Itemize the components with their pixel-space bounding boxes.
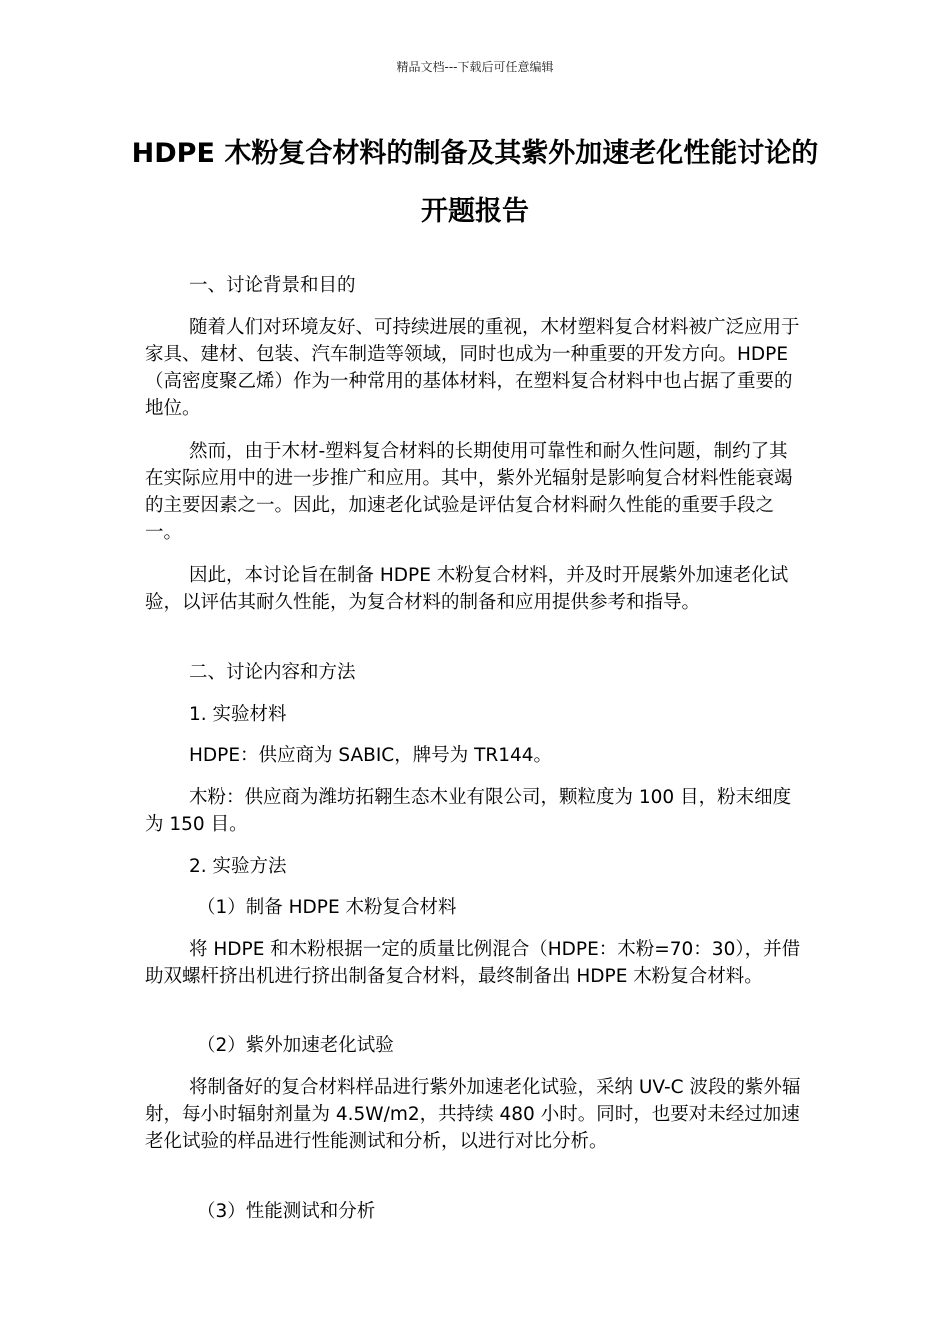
paragraph-background-2: 然而，由于木材-塑料复合材料的长期使用可靠性和耐久性问题，制约了其在实际应用中的进一步推广和应用。其中，紫外光辐射是影响复合材料性能衰竭的主要因素之一。因此，加速老化试验是评估复合材料耐久性能的重要手段之一。 — [145, 441, 793, 543]
step-heading-uv-aging: （2）紫外加速老化试验 — [197, 1035, 394, 1056]
section-heading-background: 一、讨论背景和目的 — [189, 275, 356, 296]
step-heading-preparation: （1）制备 HDPE 木粉复合材料 — [197, 897, 457, 918]
document-title: HDPE 木粉复合材料的制备及其紫外加速老化性能讨论的开题报告 — [131, 138, 819, 227]
section-heading-methods: 二、讨论内容和方法 — [189, 662, 356, 683]
paragraph-hdpe-supplier: HDPE：供应商为 SABIC，牌号为 TR144。 — [189, 745, 553, 766]
step-heading-testing: （3）性能测试和分析 — [197, 1201, 376, 1222]
paragraph-uv-aging: 将制备好的复合材料样品进行紫外加速老化试验，采纳 UV-C 波段的紫外辐射，每小时辐射剂量为 4.5W/m2，共持续 480 小时。同时，也要对未经过加速老化试验的样品进行性能测试和分析，以进行对比分析。 — [145, 1077, 801, 1152]
subheading-method: 2. 实验方法 — [189, 856, 287, 877]
paragraph-background-1: 随着人们对环境友好、可持续进展的重视，木材塑料复合材料被广泛应用于家具、建材、包装、汽车制造等领域，同时也成为一种重要的开发方向。HDPE（高密度聚乙烯）作为一种常用的基体材料，在塑料复合材料中也占据了重要的地位。 — [145, 317, 800, 419]
paragraph-wood-powder-supplier: 木粉：供应商为潍坊拓翱生态木业有限公司，颗粒度为 100 目，粉末细度为 150 目。 — [145, 787, 792, 835]
subheading-materials: 1. 实验材料 — [189, 704, 287, 725]
paragraph-preparation: 将 HDPE 和木粉根据一定的质量比例混合（HDPE：木粉=70：30），并借助双螺杆挤出机进行挤出制备复合材料，最终制备出 HDPE 木粉复合材料。 — [145, 939, 801, 987]
header-watermark: 精品文档---下载后可任意编辑 — [396, 60, 554, 74]
paragraph-purpose: 因此，本讨论旨在制备 HDPE 木粉复合材料，并及时开展紫外加速老化试验，以评估其耐久性能，为复合材料的制备和应用提供参考和指导。 — [145, 565, 789, 613]
